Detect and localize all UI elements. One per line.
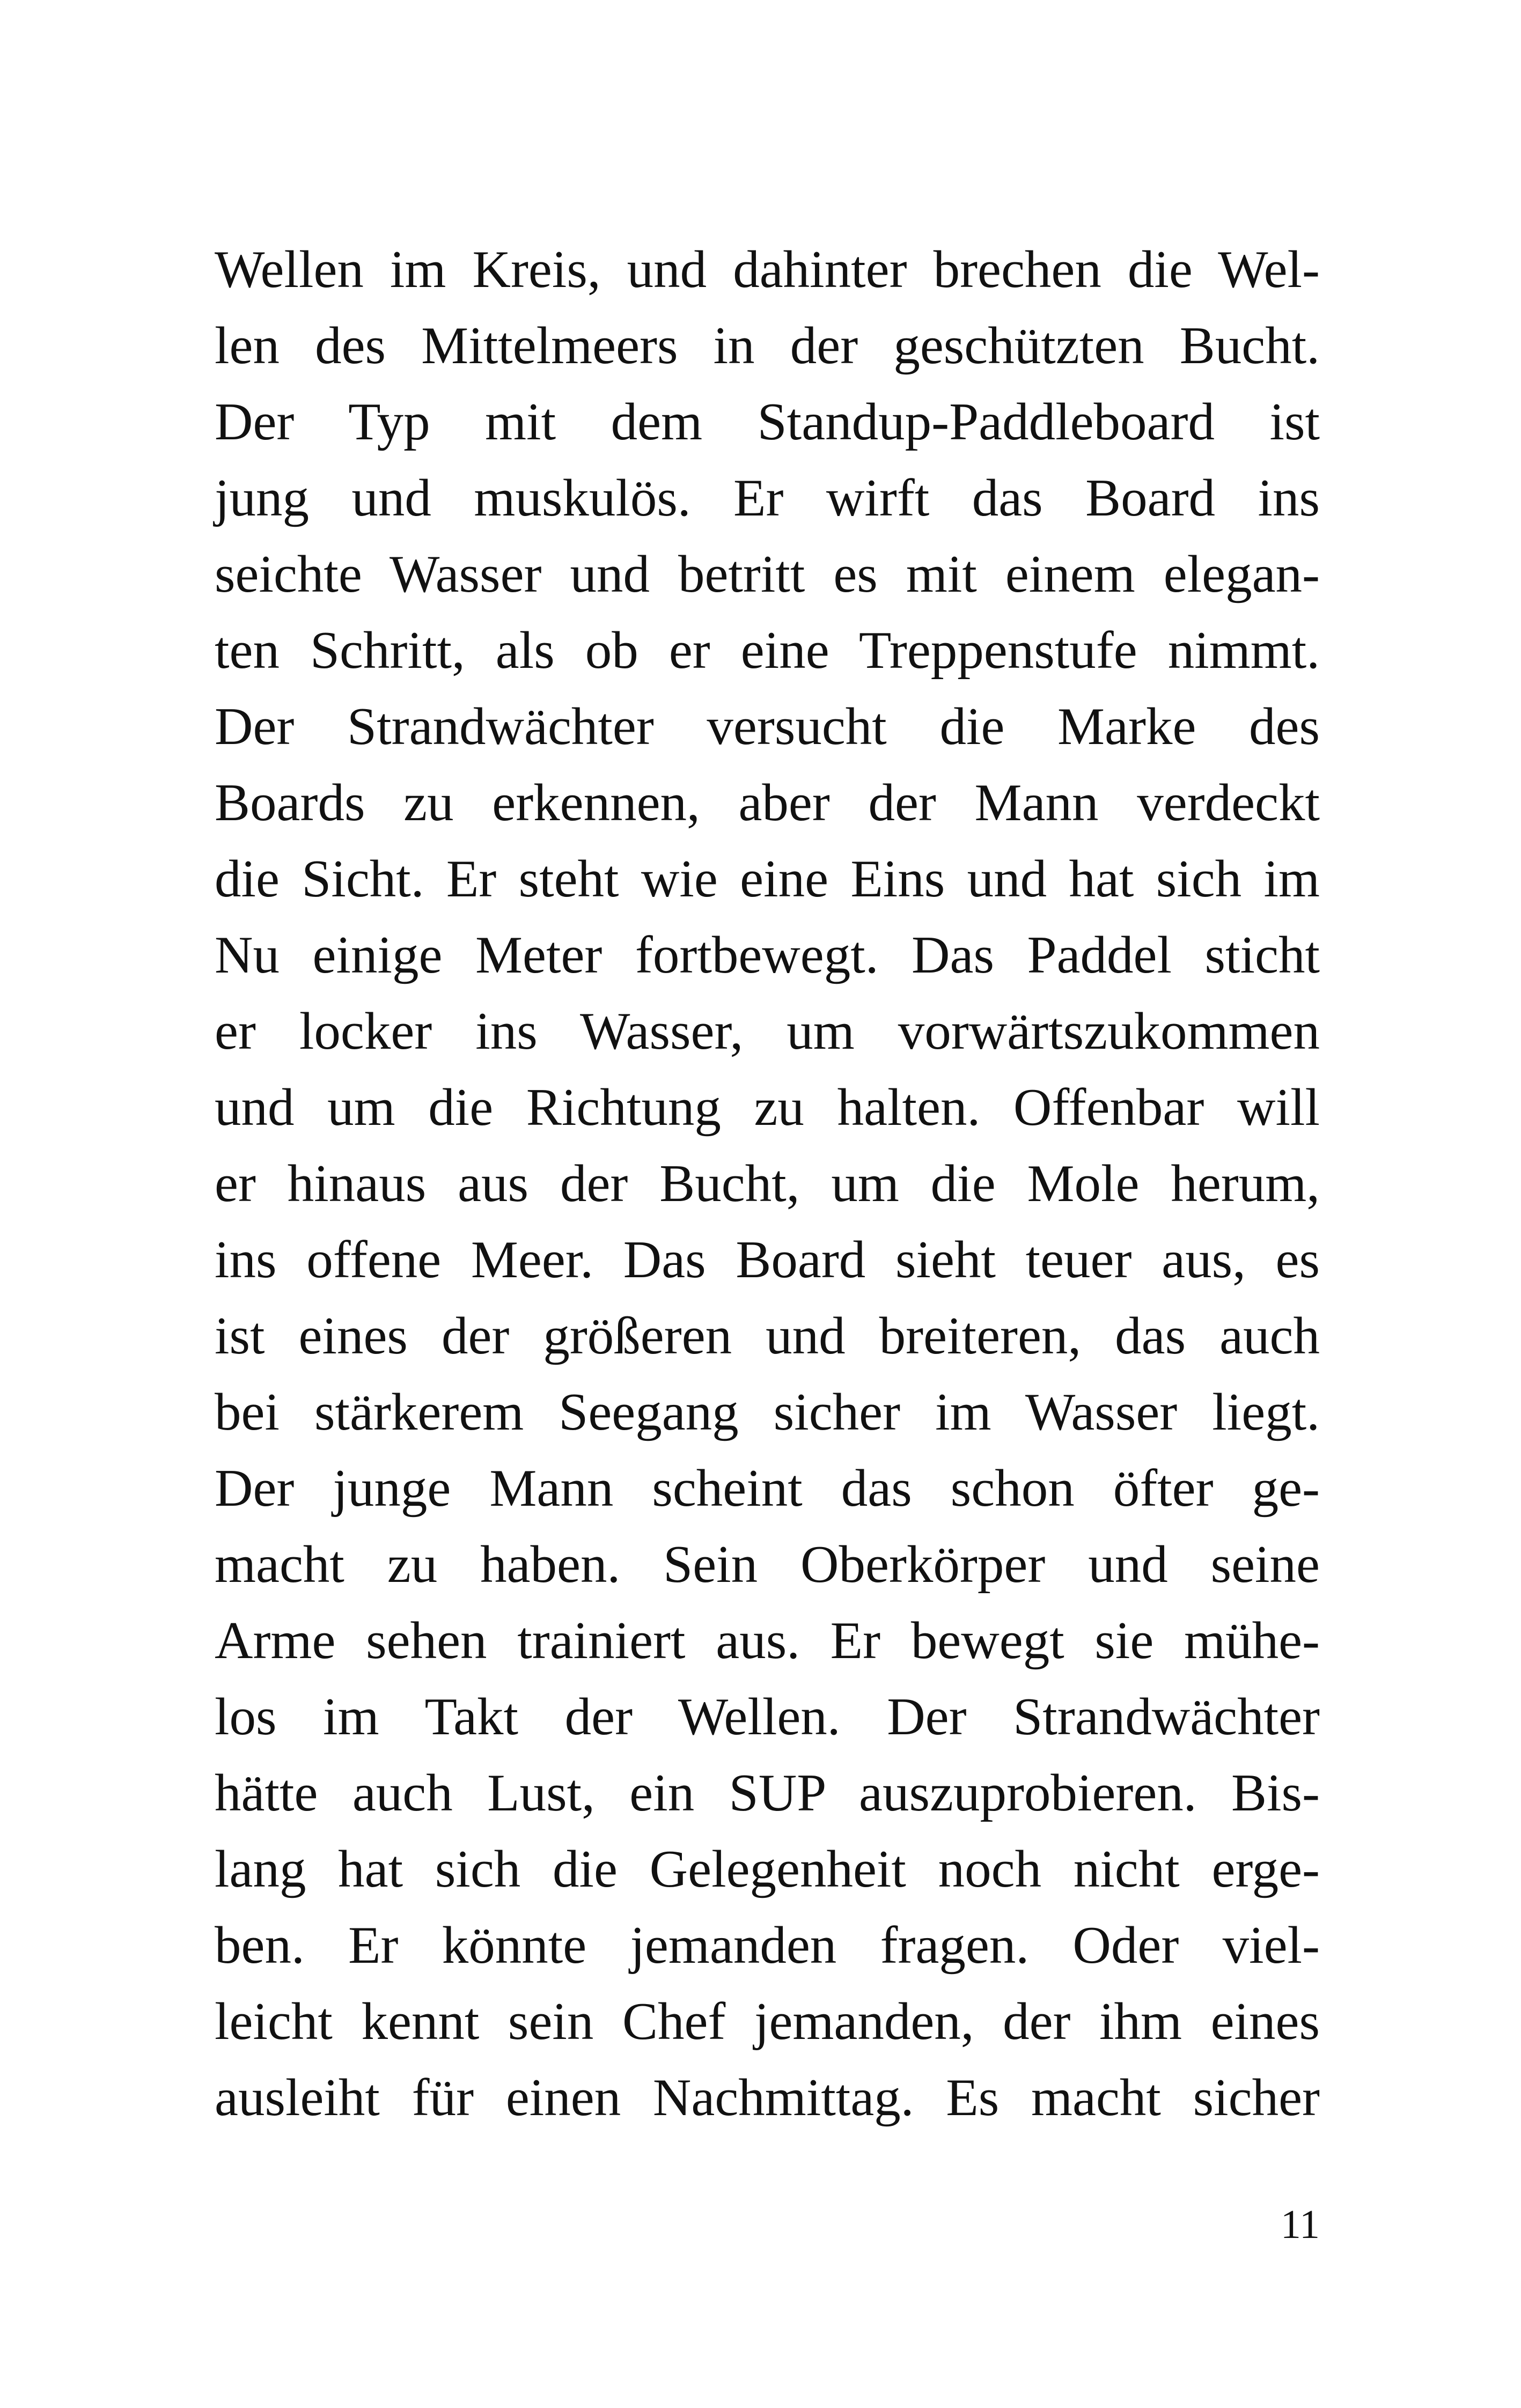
- text-line: ins offene Meer. Das Board sieht teuer aus, es: [215, 1231, 1320, 1289]
- text-line: seichte Wasser und betritt es mit einem elegan-: [215, 545, 1320, 603]
- page-number: 11: [1280, 2202, 1320, 2247]
- text-line: jung und muskulös. Er wirft das Board ins: [215, 469, 1320, 527]
- text-line: los im Takt der Wellen. Der Strandwächter: [215, 1688, 1320, 1746]
- text-line: len des Mittelmeers in der geschützten Bucht.: [215, 316, 1320, 375]
- text-line: und um die Richtung zu halten. Offenbar will: [215, 1078, 1320, 1137]
- text-line: er hinaus aus der Bucht, um die Mole herum,: [215, 1154, 1320, 1213]
- text-line: macht zu haben. Sein Oberkörper und seine: [215, 1535, 1320, 1594]
- text-line: er locker ins Wasser, um vorwärtszukommen: [215, 1002, 1320, 1061]
- text-line: ist eines der größeren und breiteren, das auch: [215, 1307, 1320, 1365]
- text-line: leicht kennt sein Chef jemanden, der ihm eines: [215, 1992, 1320, 2051]
- text-line: Der Strandwächter versucht die Marke des: [215, 697, 1320, 756]
- text-line: lang hat sich die Gelegenheit noch nicht erge-: [215, 1840, 1320, 1898]
- text-line: hätte auch Lust, ein SUP auszuprobieren. Bis-: [215, 1764, 1320, 1822]
- body-text: [215, 232, 1320, 2136]
- text-line: ten Schritt, als ob er eine Treppenstufe nimmt.: [215, 621, 1320, 680]
- text-line: die Sicht. Er steht wie eine Eins und hat sich im: [215, 850, 1320, 908]
- text-line: Der junge Mann scheint das schon öfter ge-: [215, 1459, 1320, 1518]
- text-line: ausleiht für einen Nachmittag. Es macht sicher: [215, 2068, 1320, 2127]
- text-line: bei stärkerem Seegang sicher im Wasser liegt.: [215, 1383, 1320, 1441]
- text-line: ben. Er könnte jemanden fragen. Oder viel-: [215, 1916, 1320, 1975]
- text-line: Der Typ mit dem Standup-Paddleboard ist: [215, 393, 1320, 451]
- text-line: Wellen im Kreis, und dahinter brechen die Wel-: [215, 240, 1320, 299]
- text-line: Boards zu erkennen, aber der Mann verdeckt: [215, 774, 1320, 832]
- text-line: Nu einige Meter fortbewegt. Das Paddel sticht: [215, 926, 1320, 984]
- text-line: Arme sehen trainiert aus. Er bewegt sie mühe-: [215, 1611, 1320, 1670]
